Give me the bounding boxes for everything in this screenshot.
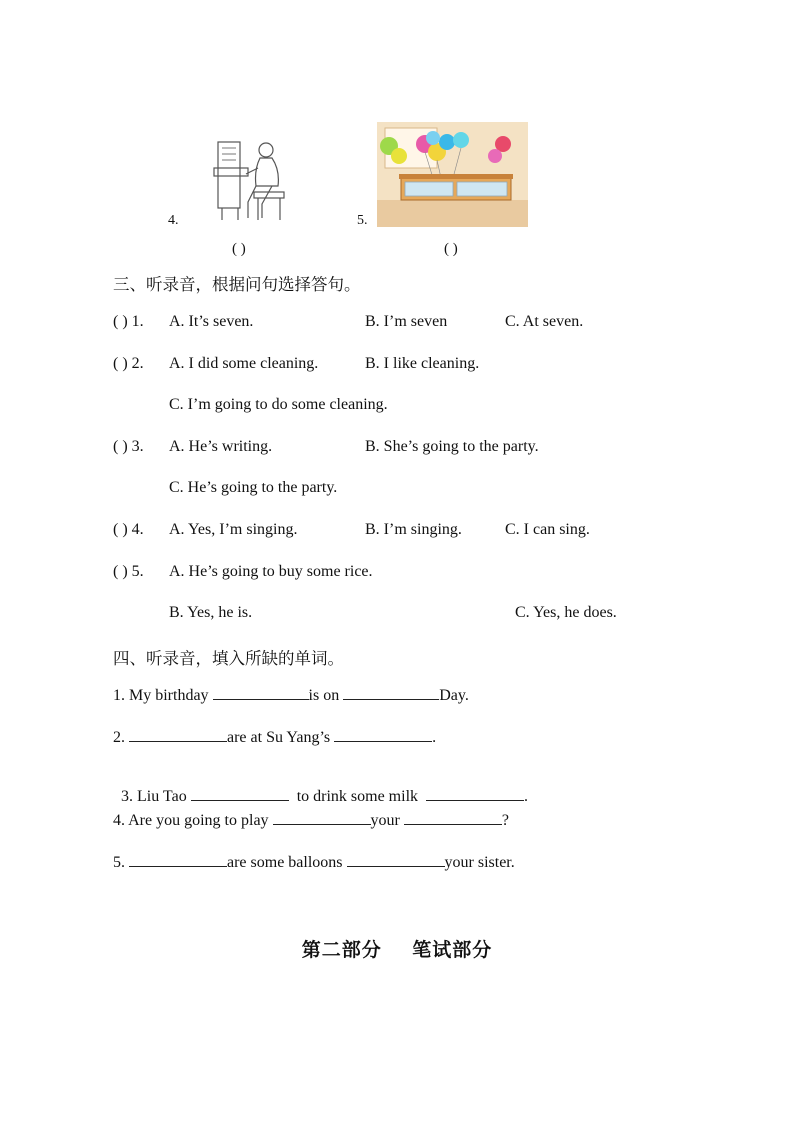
blank[interactable]	[404, 823, 502, 825]
fill-item-3-text-1: 3. Liu Tao	[121, 788, 191, 805]
picture-number-5: 5.	[357, 213, 368, 228]
q3-option-c: C. He’s going to the party.	[169, 479, 338, 496]
q5-prefix: ( ) 5.	[113, 563, 144, 580]
q2-option-b: B. I like cleaning.	[365, 355, 480, 372]
blank[interactable]	[129, 740, 227, 742]
blank[interactable]	[213, 698, 309, 700]
fill-item-4	[113, 812, 509, 830]
answer-paren-5: ( )	[444, 241, 458, 257]
part2-title: 第二部分 笔试部分	[301, 939, 493, 961]
q4-option-c: C. I can sing.	[505, 521, 590, 538]
q3-prefix: ( ) 3.	[113, 438, 144, 455]
answer-paren-4: ( )	[232, 241, 246, 257]
fill-item-1-text-1: 1. My birthday	[113, 687, 213, 704]
q4-option-b: B. I’m singing.	[365, 521, 462, 538]
blank[interactable]	[426, 799, 524, 801]
fill-item-3-text-3: .	[524, 788, 529, 805]
q2-option-c: C. I’m going to do some cleaning.	[169, 396, 388, 413]
fill-item-2-text-3: .	[432, 729, 437, 746]
fill-item-2-text-1: 2.	[113, 729, 129, 746]
q4-option-a: A. Yes, I’m singing.	[169, 521, 298, 538]
q5-option-b: B. Yes, he is.	[169, 604, 253, 621]
blank[interactable]	[191, 799, 289, 801]
q1-prefix: ( ) 1.	[113, 313, 144, 330]
fill-item-5	[113, 854, 515, 872]
q5-option-c: C. Yes, he does.	[515, 604, 617, 621]
q2-prefix: ( ) 2.	[113, 355, 144, 372]
fill-item-1-text-3: Day.	[439, 687, 469, 704]
q1-option-b: B. I’m seven	[365, 313, 448, 330]
q5-option-a: A. He’s going to buy some rice.	[169, 563, 373, 580]
fill-item-5-text-1: 5.	[113, 854, 129, 871]
fill-item-4-text-2: your	[370, 812, 404, 829]
fill-item-5-text-2: are some balloons	[227, 854, 347, 871]
fill-item-3	[113, 770, 528, 806]
fill-item-3-text-2: to drink some milk	[288, 788, 427, 805]
q4-prefix: ( ) 4.	[113, 521, 144, 538]
fill-item-2-text-2: are at Su Yang’s	[227, 729, 335, 746]
fill-item-4-text-3: ?	[501, 812, 509, 829]
q3-option-a: A. He’s writing.	[169, 438, 273, 455]
fill-item-1	[113, 687, 469, 705]
q1-option-a: A. It’s seven.	[169, 313, 254, 330]
fill-item-4-text-1: 4. Are you going to play	[113, 812, 273, 829]
q1-option-c: C. At seven.	[505, 313, 584, 330]
blank[interactable]	[347, 865, 445, 867]
q2-option-a: A. I did some cleaning.	[169, 355, 319, 372]
q3-option-b: B. She’s going to the party.	[365, 438, 539, 455]
blank[interactable]	[129, 865, 227, 867]
blank[interactable]	[343, 698, 439, 700]
section3-heading: 三、听录音，根据问句选择答句。	[113, 275, 361, 294]
piano-player-picture	[188, 128, 292, 228]
blank[interactable]	[334, 740, 432, 742]
party-room-picture	[377, 122, 528, 227]
blank[interactable]	[273, 823, 371, 825]
fill-item-2	[113, 729, 436, 747]
picture-number-4: 4.	[168, 213, 179, 228]
fill-item-1-text-2: is on	[308, 687, 344, 704]
fill-item-5-text-3: your sister.	[444, 854, 515, 871]
section4-heading: 四、听录音，填入所缺的单词。	[113, 649, 344, 668]
